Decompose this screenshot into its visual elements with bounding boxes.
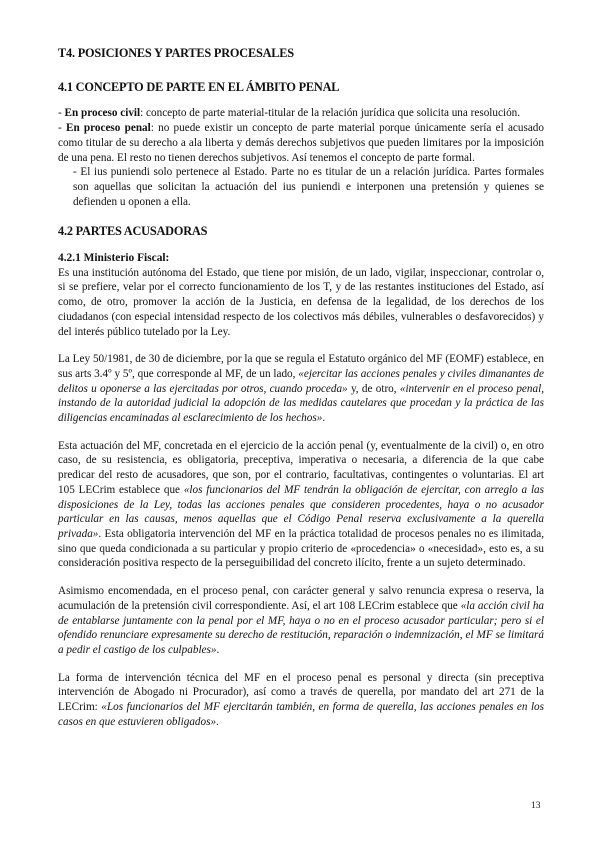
civil-process-text: : concepto de parte material-titular de la relación jurídica que solicita una resolución. (140, 107, 521, 120)
section-4-2-1-heading: 4.2.1 Ministerio Fiscal: (58, 252, 170, 265)
ius-puniendi-subitem: - El ius puniendi solo pertenece al Estado. Parte no es titular de un a relación jurídica. Partes formales son aquellas que solicitan la actuación del ius puniendi e interponen una pretensión y quienes se defienden u oponen a ella. (73, 166, 544, 208)
section-4-1-heading: 4.1 CONCEPTO DE PARTE EN EL ÁMBITO PENAL (58, 79, 340, 94)
quote-ejercitar: «ejercitar las acciones penales y civiles dimanantes de delitos u oponerse a las ejercitadas por otros, cuando proceda» (58, 367, 544, 395)
section-4-2-heading: 4.2 PARTES ACUSADORAS (58, 224, 208, 239)
quote-art-271: «Los funcionarios del MF ejercitarán también, en forma de querella, las acciones penales en los casos en que estuvieren obligados» (58, 701, 544, 728)
civil-process-label: En proceso civil (64, 107, 141, 120)
penal-process-paragraph: - En proceso penal: no puede existir un concepto de parte material porque únicamente sería el acusado como titular de su derecho a ala liberta y demás derechos subjetivos que pueden limitares por la imposición de una pena. El resto no tienen derechos subjetivos. Así tenemos el concepto de parte formal. (58, 122, 544, 164)
paragraph-art-108: Asimismo encomendada, en el proceso penal, con carácter general y salvo renuncia expresa o reserva, la acumulación de la pretensión civil correspondiente. Así, el art 108 LECrim establece que «la acción civil ha de entablarse juntamente con la penal por el MF, haya o no en el proceso acusador particular; pero si el ofendido renunciare expresamente su derecho de restitución, reparación o indemnización, el MF se limitará a pedir el castigo de los culpables». (58, 585, 545, 656)
paragraph-ley-50-1981: La Ley 50/1981, de 30 de diciembre, por la que se regula el Estatuto orgánico del MF (EOMF) establece, en sus arts 3.4º y 5º, que corresponde al MF, de un lado, «ejercitar las acciones penales y civiles dimanantes de delitos u oponerse a las ejercitadas por otros, cuando proceda» y, de otro, «intervenir en el proceso penal, instando de la autoridad judicial la adopción de las medidas cautelares que procedan y la práctica de las diligencias encaminadas al esclarecimiento de los hechos». (58, 353, 544, 425)
quote-art-108: «la acción civil ha de entablarse juntamente con la penal por el MF, haya o no en el proceso acusador particular; pero si el ofendido renunciare expresamente su derecho de restitución, reparación o indemnización, el MF se limitará a pedir el castigo de los culpables» (58, 599, 545, 656)
page-number: 13 (531, 801, 541, 811)
penal-process-label: En proceso penal (65, 122, 151, 135)
penal-process-text: : no puede existir un concepto de parte material porque únicamente sería el acusado como titular de su derecho a ala liberta y demás derechos subjetivos que pueden limitares por la imposición de una pena. El resto no tienen derechos subjetivos. Así tenemos el concepto de parte formal. (58, 122, 544, 164)
chapter-title: T4. POSICIONES Y PARTES PROCESALES (58, 46, 294, 60)
paragraph-art-105: Esta actuación del MF, concretada en el ejercicio de la acción penal (y, eventualmente de la civil) o, en otro caso, de su resistencia, es obligatoria, preceptiva, imperativa o necesaria, a diferencia de la que cabe predicar del resto de acusadores, que son, por el contrario, facultativas, contingentes o voluntarias. El art 105 LECrim establece que «los funcionarios del MF tendrán la obligación de ejercitar, con arreglo a las disposiciones de la Ley, todas las acciones penales que consideren procedentes, haya o no acusador particular en las causas, menos aquellas que el Código Penal reserva exclusivamente a la querella privada». Esta obligatoria intervención del MF en la práctica totalidad de procesos penales no es ilimitada, sino que queda condicionada a su particular y propio criterio de «procedencia» o «necesidad», esto es, a su consideración positiva respecto de la perseguibilidad del concreto ilícito, frente a un sujeto determinado. (58, 439, 545, 570)
quote-art-105: «los funcionarios del MF tendrán la obligación de ejercitar, con arreglo a las disposiciones de la Ley, todas las acciones penales que consideren procedentes, haya o no acusador particular en las causas, menos aquellas que el Código Penal reserva exclusivamente a la querella privada» (58, 483, 545, 540)
document-page (58, 46, 544, 729)
quote-intervenir: «intervenir en el proceso penal, instando de la autoridad judicial la adopción de las medidas cautelares que procedan y la práctica de las diligencias encaminadas al esclarecimiento de los hechos» (58, 382, 544, 425)
paragraph-art-271: La forma de intervención técnica del MF en el proceso penal es personal y directa (sin preceptiva intervención de Abogado ni Procurador), así como a través de querella, por mandato del art 271 de la LECrim: «Los funcionarios del MF ejercitarán también, en forma de querella, las acciones penales en los casos en que estuvieren obligados». (58, 671, 544, 728)
civil-process-paragraph: - En proceso civil: concepto de parte material-titular de la relación jurídica que solicita una resolución. (58, 107, 521, 120)
paragraph-mf-definition: Es una institución autónoma del Estado, que tiene por misión, de un lado, vigilar, inspeccionar, controlar o, si se prefiere, velar por el correcto funcionamiento de los T, y de las restantes instituciones del Estado, así como, de otro, promover la acción de la Justicia, en defensa de la legalidad, de los derechos de los ciudadanos (con especial intensidad respecto de los colectivos más débiles, vulnerables o desfavorecidos) y del interés público tutelado por la Ley. (58, 266, 544, 338)
